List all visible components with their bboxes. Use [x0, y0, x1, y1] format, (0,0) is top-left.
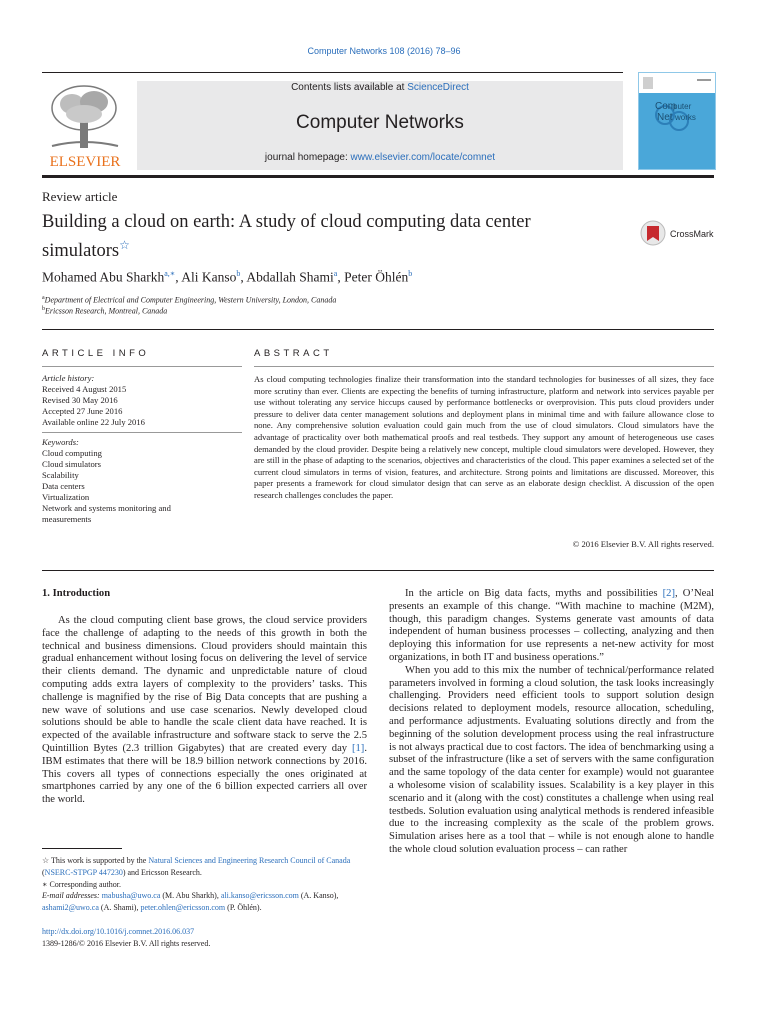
keywords-label: Keywords:	[42, 437, 79, 447]
email-footnote	[42, 890, 367, 914]
header-thick-divider	[42, 175, 714, 178]
grant-link[interactable]: NSERC-STPGP 447230	[44, 867, 123, 877]
affiliation-marker: b	[42, 306, 45, 312]
article-type: Review article	[42, 189, 118, 204]
footnote-text: ☆ This work is supported by the	[42, 856, 149, 865]
keyword-item: Cloud computing	[42, 448, 102, 458]
keyword-item: Scalability	[42, 470, 79, 480]
right-column	[389, 588, 714, 857]
email-link[interactable]: mabusha@uwo.ca	[101, 891, 161, 901]
email-owner: (M. Abu Sharkh),	[160, 891, 221, 901]
footnote-text: ) and Ericsson Research.	[122, 867, 202, 877]
keyword-item: Virtualization	[42, 492, 90, 502]
abstract-divider	[254, 366, 714, 367]
keywords-list	[42, 437, 242, 525]
bottom-meta	[42, 926, 210, 949]
author-name: Mohamed Abu Sharkh	[42, 269, 165, 285]
top-divider	[42, 72, 623, 73]
paragraph-text: . IBM estimates that there will be 18.9 billion network connections by 2016. This covers all types of connections especially the ones originated at smartphones carried by any one of the 6 billion expected carriers all over the world.	[42, 742, 367, 806]
journal-homepage-link[interactable]: www.elsevier.com/locate/comnet	[350, 152, 496, 163]
affiliation-text: Department of Electrical and Computer Engineering, Western University, London, Canada	[44, 295, 337, 305]
footnotes	[42, 855, 367, 914]
affiliation-text: Ericsson Research, Montreal, Canada	[45, 306, 168, 316]
crossmark-badge[interactable]	[640, 220, 716, 246]
corresponding-author-footnote: ∗ Corresponding author.	[42, 879, 121, 889]
affiliation-a	[42, 295, 336, 305]
homepage-prefix: journal homepage:	[264, 152, 351, 163]
author-separator: ,	[240, 269, 247, 285]
issn-line: 1389-1286/© 2016 Elsevier B.V. All rights reserved.	[42, 938, 211, 948]
journal-title: Computer Networks	[296, 112, 464, 133]
history-item: Revised 30 May 2016	[42, 395, 118, 405]
author-affiliation-marker[interactable]: b	[236, 269, 241, 278]
paragraph-text: , O’Neal presents an example of this change. “With machine to machine (M2M), though, this paradigm changes. Systems generate vast amounts of data independent of human business processes – collecting, analyzing and then deploying this information for use represents a net-new activity for most organizations, in both IT and business operations.”	[389, 588, 714, 663]
author-name: Peter Öhlén	[344, 269, 409, 285]
svg-text:works: works	[675, 113, 696, 122]
svg-text:puter: puter	[673, 102, 692, 111]
left-column	[42, 615, 367, 807]
body-paragraph: When you add to this mix the number of technical/performance related parameters involved in forming a cloud solution, the task looks increasingly challenging. Providers need efficient tools to support solution design decisions related to deployment models, resource allocation, scheduling, and performance adjustments. Evaluating solutions directly and from the beginning of the solution development process using the real infrastructure is not always practical due to cost factors. The idea of benchmarking using a subset of the infrastructure (like a set of servers with the same configuration and the same topology of the data center for example) would not guarantee a wholesome vision of scalability issues. Scalability is a key player in this scenario and it (along with the cost) constitutes a challenge when using real testbeds. Solution evaluation using analytical methods is rendered infeasible due to the increasing complexity as the scale of the problem grows. Simulation arises here as a tool that – while is not enough alone to handle the whole cloud solution evaluation process – can rather	[389, 664, 714, 855]
footnote-divider	[42, 848, 122, 849]
article-history	[42, 373, 242, 428]
paragraph-text: As the cloud computing client base grows, the cloud service providers face the challenge of adapting to the needs of this growth in both the technical and business dimensions. Cloud providers should maintain this gradual enhancement without losing focus on delivering the level of service their clients demand. The dynamic and unpredictable nature of cloud computing adds extra layers of complexity to the providers’ tasks. This challenge is magnified by the rise of Big Data concepts that are pushing a new wave of solutions and use case scenarios. Newly developed cloud solutions should be able to handle the scale client data have reached. It is expected of the available infrastructure and software stack to serve the 2.5 Quintillion Bytes (2.3 trillion Gigabytes) that are created every day	[42, 615, 367, 754]
keyword-item: Data centers	[42, 481, 85, 491]
meta-divider	[42, 329, 714, 330]
keyword-item: Cloud simulators	[42, 459, 101, 469]
affiliation-marker: a	[42, 295, 45, 301]
elsevier-logo	[42, 80, 128, 170]
author-affiliation-marker[interactable]: b	[408, 269, 413, 278]
affiliation-b	[42, 306, 167, 316]
svg-text:Com: Com	[655, 101, 677, 112]
history-item: Received 4 August 2015	[42, 384, 127, 394]
svg-text:CrossMark: CrossMark	[670, 229, 714, 239]
section-heading-introduction: 1. Introduction	[42, 588, 111, 599]
email-label: E-mail addresses:	[42, 891, 102, 901]
funding-footnote	[42, 855, 367, 879]
contents-line	[137, 82, 623, 93]
history-label: Article history:	[42, 373, 95, 383]
author-separator: ,	[175, 269, 182, 285]
abstract-copyright: © 2016 Elsevier B.V. All rights reserved.	[572, 539, 714, 549]
keywords-divider	[42, 432, 242, 433]
body-divider	[42, 570, 714, 571]
footnote-text: (	[42, 867, 45, 877]
author-name: Ali Kanso	[181, 269, 237, 285]
contents-prefix: Contents lists available at	[291, 82, 408, 93]
author-affiliation-marker[interactable]: a	[333, 269, 338, 278]
email-link[interactable]: ali.kanso@ericsson.com	[220, 891, 299, 901]
homepage-line	[137, 152, 623, 163]
journal-cover-image	[638, 72, 716, 170]
funder-link[interactable]: Natural Sciences and Engineering Research Council of Canada	[148, 856, 351, 865]
sciencedirect-link[interactable]: ScienceDirect	[407, 82, 469, 93]
body-paragraph	[389, 588, 714, 665]
abstract-text: As cloud computing technologies finalize their transformation into the standard technologies for businesses of all sizes, they face more scrutiny than ever. Clients are expecting the benefits of turning infrastructure, platform and network into services payable per use without tolerating any service hiccups caused by performance bottlenecks or overprovision. This puts cloud providers under pressure to deliver data center management solutions and deployment plans in minimal time and with failure allowance close to none. Any comprehensive solution evaluation could gain much from the use of cloud simulators. Cloud simulators have the advantage of practicality over both mathematical proofs and real testbeds. They support any amount of heterogeneous use cases demanded by the cloud provider. Despite being a relatively new concept, multiple cloud simulators were developed. However, they are still in the phase of adapting to the scenarios, objectives and characteristics of the cloud. This paper examines a selected set of the current cloud simulators in terms of vision, features, and architecture. Strong points and limitations are discussed. Moreover, this paper presents a framework for cloud simulator design that can serve as an elaborate design checklist. A discussion of the open research challenges concludes the paper.	[254, 374, 714, 500]
body-paragraph	[42, 615, 367, 807]
author-separator: ,	[337, 269, 345, 285]
article-title	[42, 211, 602, 263]
email-link[interactable]: peter.ohlen@ericsson.com	[140, 903, 226, 913]
svg-text:ELSEVIER: ELSEVIER	[49, 154, 121, 170]
author-name: Abdallah Shami	[246, 269, 334, 285]
abstract-heading: ABSTRACT	[254, 348, 333, 359]
email-link[interactable]: ashami2@uwo.ca	[42, 903, 99, 913]
history-item: Accepted 27 June 2016	[42, 406, 123, 416]
author-affiliation-marker[interactable]: a,∗	[164, 269, 176, 278]
title-footnote-star[interactable]: ☆	[119, 238, 130, 252]
email-owner: (A. Shami),	[98, 903, 141, 913]
email-owner: (A. Kanso),	[298, 891, 339, 901]
svg-text:Net: Net	[657, 112, 673, 123]
info-divider	[42, 366, 242, 367]
article-title-text: Building a cloud on earth: A study of cloud computing data center simulators	[42, 212, 531, 262]
author-list	[42, 269, 412, 286]
citation-link[interactable]: [2]	[662, 588, 676, 599]
citation-link[interactable]: [1]	[351, 742, 365, 754]
history-item: Available online 22 July 2016	[42, 417, 145, 427]
email-owner: (P. Öhlén).	[225, 903, 262, 913]
keyword-item: Network and systems monitoring and measurements	[42, 503, 171, 524]
journal-reference-link[interactable]: Computer Networks 108 (2016) 78–96	[307, 46, 461, 56]
paragraph-text: In the article on Big data facts, myths and possibilities	[405, 588, 663, 599]
doi-link[interactable]: http://dx.doi.org/10.1016/j.comnet.2016.06.037	[42, 927, 195, 936]
article-info-heading: ARTICLE INFO	[42, 348, 150, 359]
